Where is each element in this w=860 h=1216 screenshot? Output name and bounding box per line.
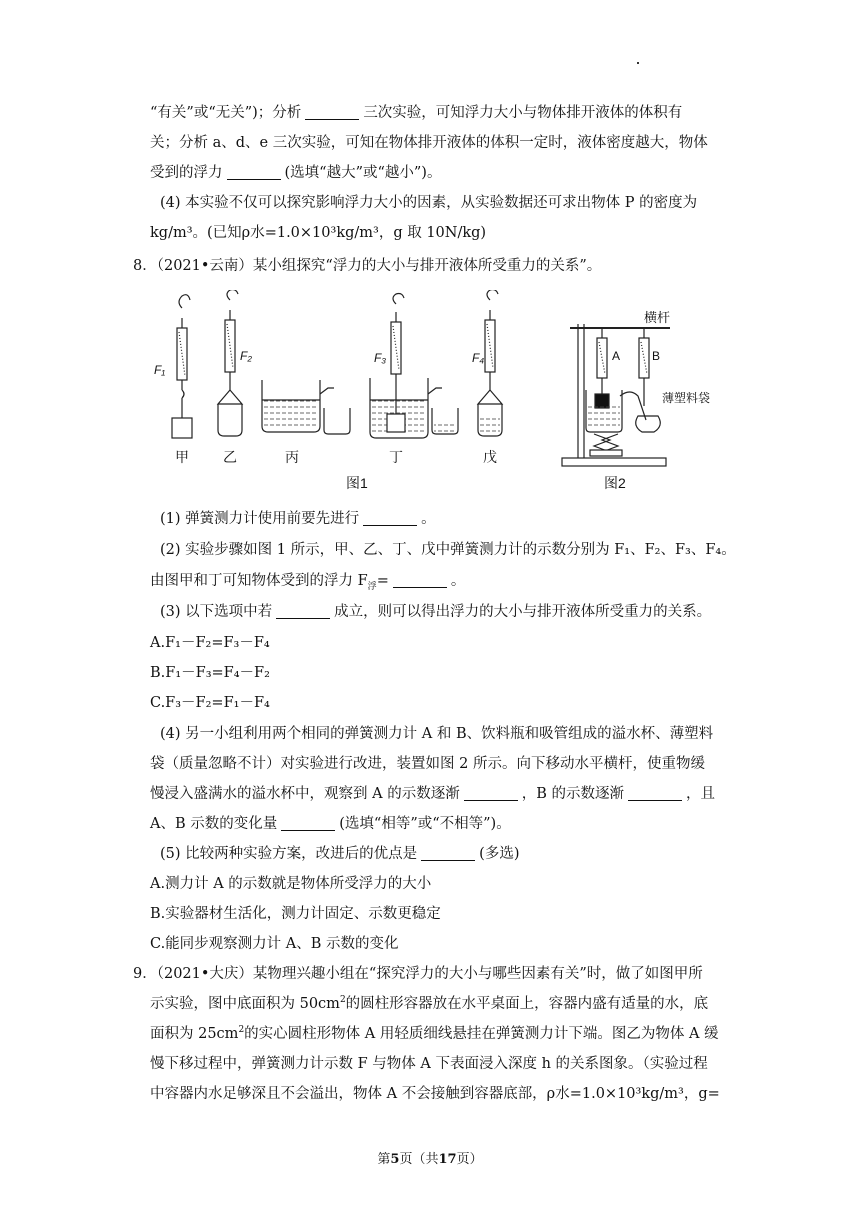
page-total: 17	[438, 1152, 457, 1167]
text-line: 中容器内水足够深且不会溢出，物体 A 不会接触到容器底部，ρ水=1.0×10³kg/m³，g=	[150, 1086, 720, 1102]
option-a: A.测力计 A 的示数就是物体所受浮力的大小	[150, 876, 432, 892]
answer-blank[interactable]	[227, 165, 281, 180]
text-line: (1) 弹簧测力计使用前要先进行 。	[160, 511, 436, 527]
experiment-diagram	[150, 290, 710, 500]
answer-blank[interactable]	[393, 573, 447, 588]
scale-ding	[370, 294, 458, 439]
option-b: B.F₁－F₃=F₄－F₂	[150, 665, 270, 681]
text-line: 示实验，图中底面积为 $50cm^2$的圆柱形容器放在水平桌面上，容器内盛有适量的水，底	[150, 995, 709, 1012]
scale-yi	[218, 290, 242, 436]
text-line: kg/m³。(已知ρ水=1.0×10³kg/m³，g 取 10N/kg)	[150, 225, 487, 241]
text-line: 慢下移过程中，弹簧测力计示数 F 与物体 A 下表面浸入深度 h 的关系图象。（实验过程	[150, 1056, 708, 1072]
text-line: 由图甲和丁可知物体受到的浮力 $F_浮=$ 。	[150, 573, 466, 592]
label-ding: 丁	[389, 449, 403, 465]
page-number: 5	[390, 1152, 400, 1167]
text-line: 受到的浮力 (选填“越大”或“越小”)。	[150, 165, 442, 181]
text-line: 面积为 $25cm^2$的实心圆柱形物体 A 用轻质细线悬挂在弹簧测力计下端。图乙为物体 A 缓	[150, 1025, 719, 1042]
answer-blank[interactable]	[276, 604, 330, 619]
option-c: C.能同步观察测力计 A、B 示数的变化	[150, 936, 399, 952]
text-line: (5) 比较两种实验方案，改进后的优点是 (多选)	[160, 846, 520, 862]
text-line: 袋（质量忽略不计）对实验进行改进，装置如图 2 所示。向下移动水平横杆，使重物缓	[150, 756, 705, 772]
answer-blank[interactable]	[464, 786, 518, 801]
scale-jia	[172, 295, 192, 438]
label-B: B	[652, 349, 661, 363]
label-F2: F₂	[240, 349, 252, 363]
answer-blank[interactable]	[281, 816, 335, 831]
page-footer: 第5页（共17页）	[377, 1152, 483, 1167]
label-bing: 丙	[285, 449, 299, 465]
text-line: (2) 实验步骤如图 1 所示，甲、乙、丁、戊中弹簧测力计的示数分别为 F₁、F₂、F₃、F₄。	[160, 542, 736, 558]
text-line: A、B 示数的变化量 (选填“相等”或“不相等”)。	[150, 816, 511, 832]
label-F1: F₁	[154, 363, 166, 377]
text-line: (4) 另一小组利用两个相同的弹簧测力计 A 和 B、饮料瓶和吸管组成的溢水杯、薄塑料	[160, 726, 714, 742]
label-yi: 乙	[223, 449, 237, 465]
fig1-caption: 图1	[346, 475, 368, 491]
label-F3: F₃	[374, 351, 387, 365]
text-line: 关；分析 a、d、e 三次实验，可知在物体排开液体的体积一定时，液体密度越大，物体	[150, 135, 708, 151]
answer-blank[interactable]	[421, 846, 475, 861]
text-line: 慢浸入盛满水的溢水杯中，观察到 A 的示数逐渐 ，B 的示数逐渐 ，且	[150, 786, 715, 802]
bag-label: 薄塑料袋	[662, 391, 710, 405]
label-jia: 甲	[175, 449, 189, 465]
stray-dot	[637, 62, 639, 64]
bar-label: 横杆	[644, 310, 671, 325]
overflow-cup-bing	[262, 380, 350, 434]
question-9-heading: 9．（2021•大庆）某物理兴趣小组在“探究浮力的大小与哪些因素有关”时，做了如图甲所	[133, 966, 703, 982]
fig2-caption: 图2	[604, 475, 626, 491]
question-8-heading: 8．（2021•云南）某小组探究“浮力的大小与排开液体所受重力的关系”。	[133, 258, 602, 274]
text-line: (3) 以下选项中若 成立，则可以得出浮力的大小与排开液体所受重力的关系。	[160, 604, 712, 620]
option-a: A.F₁－F₂=F₃－F₄	[150, 635, 270, 651]
label-F4: F₄	[472, 351, 485, 365]
experiment-figure	[150, 290, 710, 500]
label-wu: 戊	[483, 449, 497, 465]
label-A: A	[612, 349, 621, 363]
text-line: (4) 本实验不仅可以探究影响浮力大小的因素，从实验数据还可求出物体 P 的密度为	[160, 195, 698, 211]
answer-blank[interactable]	[363, 511, 417, 526]
text-line: “有关”或“无关”)；分析 三次实验，可知浮力大小与物体排开液体的体积有	[150, 105, 683, 121]
option-b: B.实验器材生活化，测力计固定、示数更稳定	[150, 906, 441, 922]
answer-blank[interactable]	[628, 786, 682, 801]
answer-blank[interactable]	[305, 105, 359, 120]
option-c: C.F₃－F₂=F₁－F₄	[150, 695, 270, 711]
apparatus-fig2	[562, 324, 670, 466]
